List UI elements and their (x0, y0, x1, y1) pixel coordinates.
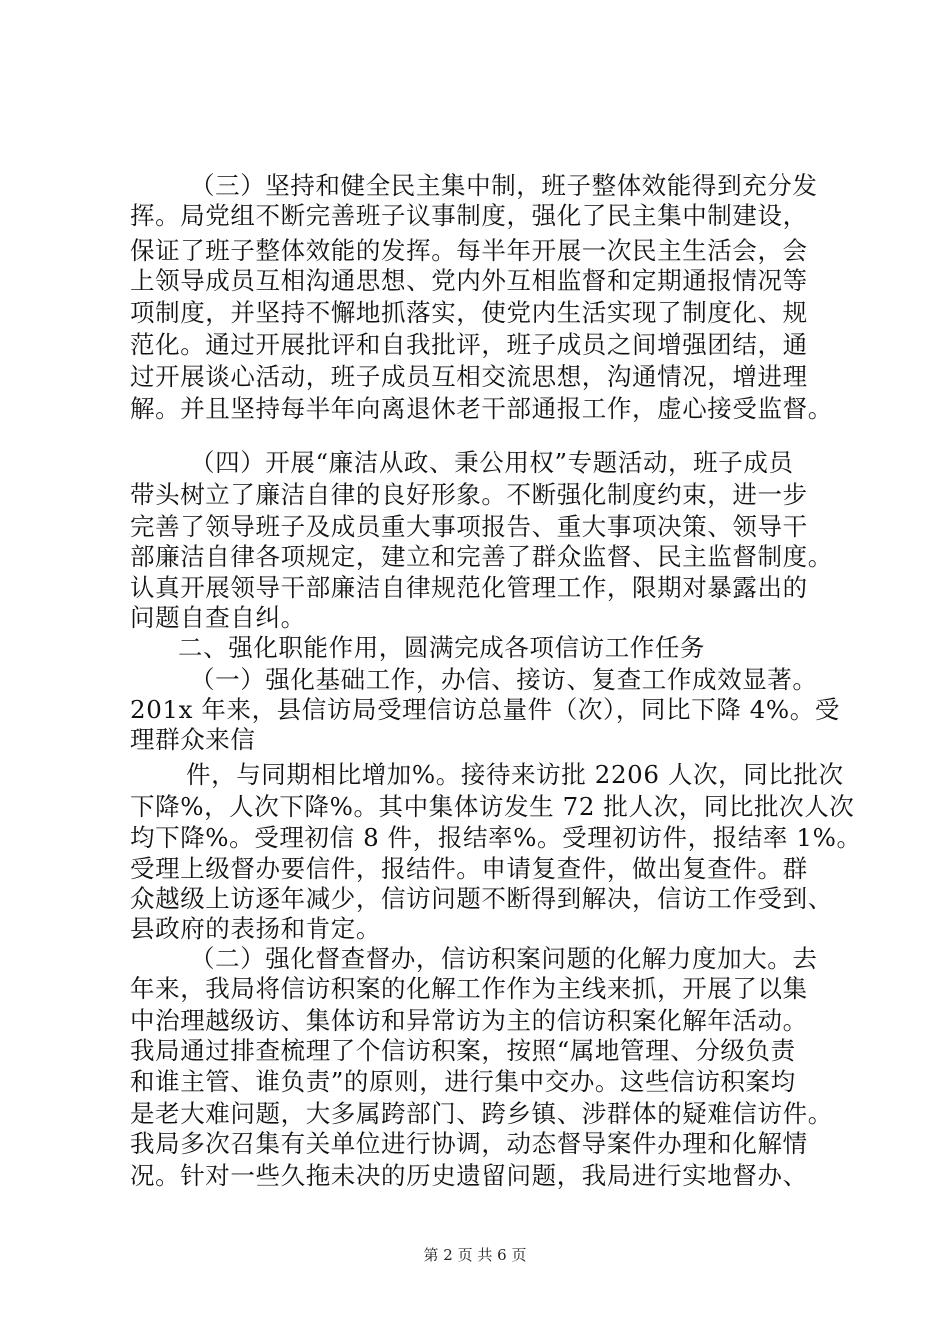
text-line: 下降%，人次下降%。其中集体访发生 72 批人次，同比批次人次 (130, 792, 855, 821)
text-line: （一）强化基础工作，办信、接访、复查工作成效显著。 (190, 665, 818, 694)
text-line: 均下降%。受理初信 8 件，报结率%。受理初访件，报结率 1%。 (130, 823, 862, 852)
text-line: 众越级上访逐年减少，信访问题不断得到解决，信访工作受到、 (130, 884, 833, 913)
text-line: 挥。局党组不断完善班子议事制度，强化了民主集中制建设， (130, 201, 808, 230)
text-line: 201x 年来，县信访局受理信访总量件（次），同比下降 4%。受 (130, 695, 840, 724)
text-line: 件，与同期相比增加%。接待来访批 2206 人次，同比批次 (186, 760, 844, 789)
text-line: 完善了领导班子及成员重大事项报告、重大事项决策、领导干 (130, 512, 808, 541)
text-line: 认真开展领导干部廉洁自律规范化管理工作，限期对暴露出的 (130, 573, 808, 602)
text-line: 问题自查自纠。 (130, 603, 306, 632)
text-line: 我局通过排查梳理了个信访积案，按照“属地管理、分级负责 (130, 1036, 796, 1065)
text-line: 中治理越级访、集体访和异常访为主的信访积案化解年活动。 (130, 1006, 808, 1035)
text-line: （三）坚持和健全民主集中制，班子整体效能得到充分发 (190, 171, 818, 200)
text-line: 县政府的表扬和肯定。 (130, 914, 381, 943)
text-line: 理群众来信 (130, 725, 256, 754)
section-heading: 二、强化职能作用，圆满完成各项信访工作任务 (178, 633, 706, 662)
text-line: 项制度，并坚持不懈地抓落实，使党内生活实现了制度化、规 (130, 298, 808, 327)
text-line: 是老大难问题，大多属跨部门、跨乡镇、涉群体的疑难信访件。 (130, 1099, 833, 1128)
text-line: 解。并且坚持每半年向离退休老干部通报工作，虚心接受监督。 (130, 394, 833, 423)
text-line: 上领导成员互相沟通思想、党内外互相监督和定期通报情况等 (130, 266, 808, 295)
text-line: 范化。通过开展批评和自我批评，班子成员之间增强团结，通 (130, 330, 808, 359)
text-line: 我局多次召集有关单位进行协调，动态督导案件办理和化解情 (130, 1129, 808, 1158)
text-line: 年来，我局将信访积案的化解工作作为主线来抓，开展了以集 (130, 974, 808, 1003)
page-number: 第 2 页 共 6 页 (423, 1246, 527, 1264)
text-line: 况。针对一些久拖未决的历史遗留问题，我局进行实地督办、 (130, 1161, 808, 1190)
text-line: 和谁主管、谁负责”的原则，进行集中交办。这些信访积案均 (130, 1067, 796, 1096)
text-line: 带头树立了廉洁自律的良好形象。不断强化制度约束，进一步 (130, 480, 808, 509)
text-line: 受理上级督办要信件，报结件。申请复查件，做出复查件。群 (130, 854, 808, 883)
text-line: 部廉洁自律各项规定，建立和完善了群众监督、民主监督制度。 (130, 542, 833, 571)
text-line: 过开展谈心活动，班子成员互相交流思想，沟通情况，增进理 (130, 362, 808, 391)
text-line: （二）强化督查督办，信访积案问题的化解力度加大。去 (190, 944, 818, 973)
text-line: 保证了班子整体效能的发挥。每半年开展一次民主生活会，会 (130, 236, 808, 265)
text-line: （四）开展“廉洁从政、秉公用权”专题活动，班子成员 (190, 448, 794, 477)
